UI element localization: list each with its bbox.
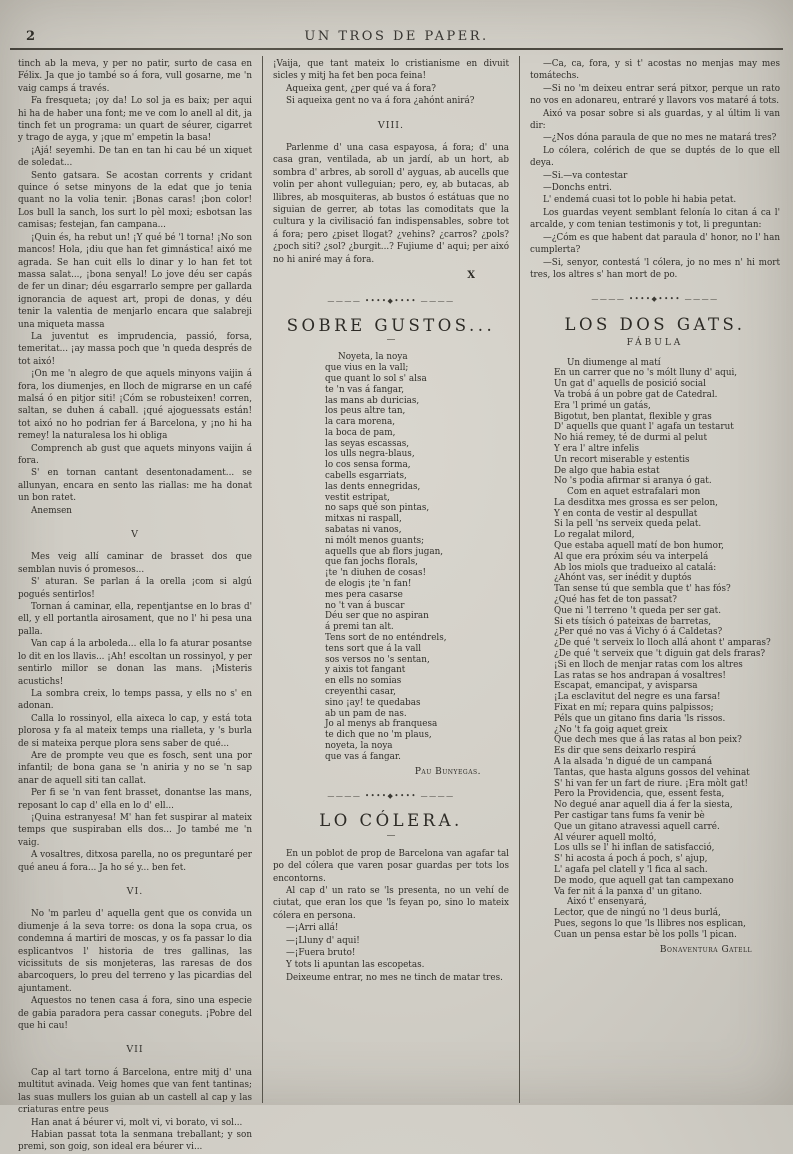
- verse-line: que quant lo sol s' alsa: [325, 373, 427, 384]
- paragraph: A vosaltres, ditxosa parella, no os preguntaré per qué aneu á fora... Ja ho sé y... ben fet.: [18, 850, 252, 873]
- verse-line: ¡La esclavitut del negre es una farsa!: [554, 692, 721, 703]
- verse-line: las dents ennegridas,: [325, 481, 421, 492]
- verse-line: Va fer nit á la panxa d' un gitano.: [554, 886, 703, 897]
- verse-line: lo cos sensa forma,: [325, 460, 411, 471]
- verse-line: mes pera casarse: [325, 589, 403, 600]
- verse-line: Al que era próxim séu va interpelá: [554, 551, 709, 562]
- column-2: [262, 56, 520, 1103]
- author-signature: Bonaventura Gatell: [659, 944, 752, 955]
- verse-line: Tan sense tú que sembla que t' has fós?: [554, 584, 731, 595]
- verse-line: Ab los miols que tradueixo al catalá:: [554, 562, 717, 573]
- paragraph: La juventut es imprudencia, passió, forsa, temeritat... ¡ay massa poch que 'n queda després de tot aixó!: [18, 331, 252, 367]
- paragraph: Fa fresqueta; ¡oy da! Lo sol ja es baix; per aqui hi ha de haber una font; me ve com lo anell al dit, ja tinch fet un programa: un quart de séurer, cigarret y trago de ayga, y ¡que m' empetin la basa!: [18, 96, 252, 144]
- verse-line: De algo que habia estat: [554, 465, 660, 476]
- paragraph: ¡On me 'n alegro de que aquels minyons vaijin á fora, los diumenjes, en lloch de migrarse en un café malsá ó en pitjor siti! ¡Cóm se robusteixen! corren, saltan, se duhen á caball. ¡qué ajoguessats están! tot aixó no ho podrian fer á Barcelona, y ¡no hi ha remey! la naturalesa los hi obliga: [18, 369, 252, 442]
- verse-line: los ulls negra-blaus,: [325, 449, 415, 460]
- paragraph: Comprench ab gust que aquets minyons vaijin á fora.: [18, 443, 252, 466]
- verse-line: ¿Per qué no vas á Vichy ó á Caldetas?: [554, 627, 723, 638]
- paragraph: Calla lo rossinyol, ella aixeca lo cap, y está tota plorosa y fa al mateix temps una rialleta, y 's burla de si mateixa perque plora sens saber de qué...: [18, 713, 252, 749]
- verse-line: Un recort miserable y estentis: [554, 454, 690, 465]
- paragraph: Habian passat tota la senmana treballant; y son premi, son goig, son ideal era béurer vi...: [18, 1129, 252, 1153]
- verse-line: Las ratas se hos andrapan á vosaltres!: [554, 670, 726, 681]
- verse-line: Que estaba aquell matí de bon humor,: [554, 541, 724, 552]
- paragraph: Cap al tart torno á Barcelona, entre mitj d' una multitut avinada. Veig homes que van fent tantinas; las suas mullers los guian ab un castell al cap y las criaturas entre peus: [18, 1067, 252, 1116]
- verse-line: Lector, que de ningú no 'l deus burlá,: [554, 908, 721, 919]
- verse-line: sino ¡ay! te quedabas: [325, 697, 421, 708]
- verse-line: Es dir que sens deixarlo respirá: [554, 746, 696, 757]
- verse-line: Y en conta de vestir al despullat: [554, 508, 698, 519]
- column-1: [12, 56, 262, 1153]
- verse-line: vestit estripat,: [325, 492, 390, 503]
- verse-line: Que dech mes que á las ratas al bon peix?: [554, 735, 742, 746]
- paragraph: —¡Arri allá!: [286, 923, 339, 934]
- verse-line: Va trobá á un pobre gat de Catedral.: [554, 389, 718, 400]
- verse-line: Tantas, que hasta alguns gossos del vehinat: [554, 767, 750, 778]
- paragraph: ¡Ajá! seyemhi. De tan en tan hi cau bé un xiquet de soledat...: [18, 145, 252, 169]
- paragraph: En un poblot de prop de Barcelona van agafar tal po del cólera que varen posar guardas per tots los encontorns.: [273, 848, 509, 884]
- paragraph: Lo cólera, colérich de que se duptés de lo que ell deya.: [530, 145, 780, 169]
- title-dash: —: [386, 335, 396, 346]
- paragraph: —Ca, ca, fora, y si t' acostas no menjas may mes tomátechs.: [530, 59, 780, 82]
- verse-line: ¿De qué 't serveix lo lloch allá ahont t' amparas?: [554, 638, 771, 649]
- verse-line: á premi tan alt.: [325, 622, 394, 633]
- verse-line: Escapat, emancipat, y avisparsa: [554, 681, 698, 692]
- verse-line: Péls que un gitano fins daria 'ls rissos.: [554, 713, 726, 724]
- paragraph: No 'm parleu d' aquella gent que os convida un diumenje á la seva torre: os dona la sopa crua, os condemna á martiri de moscas, y os fa passar lo dia esplicantvos l' historia de tres gallinas, las vicissituts de sis monjeteras, las raresas de dos abarcoquers, lo preu del terreno y las picardias del ajuntament.: [18, 909, 252, 994]
- verse-line: Bigotut, ben plantat, flexible y gras: [554, 411, 712, 422]
- verse-line: Aixó t' ensenyará,: [567, 897, 647, 908]
- columns: [0, 50, 793, 1153]
- verse-line: Pero la Providencia, que, essent festa,: [554, 789, 725, 800]
- verse-line: No hiá remey, té de durmi al pelut: [554, 433, 707, 444]
- paragraph: —¿Nos dóna paraula de que no mes ne matará tres?: [543, 133, 777, 144]
- verse-line: las mans ab duricias,: [325, 395, 420, 406]
- verse-line: sos versos no 's sentan,: [325, 654, 430, 665]
- verse-line: ni mólt menos guants;: [325, 535, 425, 546]
- paragraph: tinch ab la meva, y per no patir, surto de casa en Félix. Ja que jo també so á fora, vull gosarne, me 'n vaig camps á través.: [18, 59, 252, 94]
- masthead: [0, 0, 793, 46]
- verse-line: Cuan un pensa estar bè los polls 'l pican.: [554, 929, 737, 940]
- verse-line: Los ulls se l' hi inflan de satisfacció,: [554, 843, 715, 854]
- section-number-heading: V: [131, 529, 139, 541]
- paragraph: ¡Vaija, que tant mateix lo cristianisme en divuit sicles y mitj ha fet ben poca feina!: [273, 59, 509, 82]
- verse-line: Si ets tísich ó pateixas de barretas,: [554, 616, 712, 627]
- paragraph: —Si, senyor, contestá 'l cólera, jo no mes n' hi mort tres, los altres s' han mort de po.: [530, 257, 780, 280]
- ornament-divider: ———— ••••◆•••• ————: [327, 296, 455, 305]
- paragraph: Y tots li apuntan las escopetas.: [286, 960, 425, 971]
- paragraph: —Si no 'm deixeu entrar será pitxor, perque un rato no vos en adonareu, entraré y llavors vos mataré á tots.: [530, 83, 780, 107]
- paragraph: Aqueixa gent, ¿per qué va á fora?: [286, 83, 436, 94]
- verse-line: mitxas ni raspall,: [325, 514, 402, 525]
- paragraph: Si aqueixa gent no va á fora ¿ahónt anirá?: [286, 96, 475, 107]
- author-signature: X: [467, 270, 475, 282]
- paragraph: Aixó va posar sobre si als guardas, y al últim li van dir:: [530, 108, 780, 132]
- verse-line: que vius en la vall;: [325, 363, 409, 374]
- verse-line: sabatas ni vanos,: [325, 525, 402, 536]
- verse-line: Lo regalat milord,: [554, 530, 635, 541]
- verse-line: De modo, que aquell gat tan campexano: [554, 875, 734, 886]
- paragraph: Deixeume entrar, no mes ne tinch de matar tres.: [286, 972, 503, 983]
- verse-line: la boca de pam,: [325, 427, 396, 438]
- paragraph: ¡Quin és, ha rebut un! ¡Y qué bé 'l torna! ¡No son mancos! Hola, ¡diu que han fet gimnástica! aixó me agrada. Se han cuit ells lo dinar y lo han fet tot massa salat..., ¡bona senyal! Lo jove déu ser capás de fer un dinar; déu esgarrarlo sempre per gallarda ignorancia de aquest art, propi de donas, y déu tenir la valentia de menjarlo encara que salabreji una miqueta massa: [18, 232, 252, 330]
- ornament-divider: ———— ••••◆•••• ————: [591, 295, 719, 304]
- verse-line: Que ni 'l terreno 't queda per ser gat.: [554, 605, 721, 616]
- verse-line: te dich que no 'm plaus,: [325, 730, 432, 741]
- verse-line: Que un gitano atravessi aquell carré.: [554, 821, 720, 832]
- verse-line: te 'n vas á fangar,: [325, 384, 405, 395]
- verse-line: Noyeta, la noya: [338, 352, 408, 363]
- title-dash: —: [386, 830, 396, 841]
- verse-line: Com en aquet estrafalari mon: [567, 487, 701, 498]
- page-title: UN TROS DE PAPER.: [304, 29, 489, 44]
- verse-line: Y era l' altre infelis: [554, 443, 639, 454]
- verse-line: Tens sort de no enténdrels,: [325, 633, 447, 644]
- paragraph: S' en tornan cantant desentonadament... se allunyan, encara en sento las riallas: me ha donat un bon ratet.: [18, 468, 252, 504]
- verse-line: L' agafa pel clatell y 'l fica al sach.: [554, 864, 708, 875]
- verse-line: A la alsada 'n digué de un campaná: [554, 757, 713, 768]
- verse-line: S' hi acosta á poch á poch, s' ajup,: [554, 854, 708, 865]
- verse-line: ¿No 't fa goig aquet greix: [554, 724, 668, 735]
- ornament-divider: ———— ••••◆•••• ————: [327, 792, 455, 800]
- verse-line: ¿Ahónt vas, ser inédit y duptós: [554, 573, 692, 584]
- verse-line: las seyas escassas,: [325, 438, 410, 449]
- paragraph: Anemsen: [31, 505, 72, 516]
- verse-line: Jo al menys ab franquesa: [325, 719, 438, 730]
- verse-line: Un gat d' aquells de posició social: [554, 379, 706, 390]
- verse-line: Un diumenge al matí: [567, 357, 661, 368]
- article-title: LOS DOS GATS.: [564, 314, 746, 334]
- paragraph: Al cap d' un rato se 'ls presenta, no un vehí de ciutat, que eran los que 'ls feyan po, sino lo mateix cólera en persona.: [273, 886, 509, 921]
- verse-line: Era 'l primé un gatás,: [554, 400, 651, 411]
- paragraph: —¡Lluny d' aqui!: [286, 935, 360, 946]
- verse-line: tens sort que á la vall: [325, 643, 422, 654]
- paragraph: Van cap á la arboleda... ella lo fa aturar posantse lo dit en los llavis... ¡Ah! escoltan un rossinyol, y per sentirlo millor se donan las mans. ¡Misteris acustichs!: [18, 639, 252, 687]
- paragraph: Sento gatsara. Se acostan corrents y cridant quince ó setse minyons de la edat que jo tenia quant no la volia tenir. ¡Bonas caras! ¡bon color! Los bull la sanch, los surt lo pèl moxi; esbotsan las camisas; festejan, fan campana...: [18, 170, 252, 231]
- verse-line: que fan jochs florals,: [325, 557, 418, 568]
- article-title: LO CÓLERA.: [319, 811, 463, 831]
- verse-line: D' aquells que quant l' agafa un testarut: [554, 422, 734, 433]
- verse-line: no 't van á buscar: [325, 600, 405, 611]
- paragraph: Per fi se 'n van fent brasset, donantse las mans, reposant lo cap d' ella en lo d' ell...: [18, 788, 252, 811]
- verse-line: La desditxa mes grossa es ser pelon,: [554, 497, 718, 508]
- paragraph: —¡Fuera bruto!: [286, 948, 356, 959]
- verse-line: cabells esgarriats,: [325, 471, 407, 482]
- verse-line: aquells que ab flors jugan,: [325, 546, 444, 557]
- paragraph: S' aturan. Se parlan á la orella ¡com si algú pogués sentirlos!: [18, 577, 252, 600]
- paragraph: —Donchs entri.: [543, 183, 612, 194]
- verse-line: No 's podia afirmar si aranya ó gat.: [554, 476, 712, 487]
- verse-line: en ells no somias: [325, 676, 402, 687]
- verse-line: ¿Qué has fet de ton passat?: [554, 595, 677, 606]
- verse-line: la cara morena,: [325, 417, 396, 428]
- column-3: [520, 56, 786, 1103]
- verse-line: noyeta, la noya: [325, 741, 393, 751]
- verse-line: ab un pam de nas.: [325, 708, 407, 719]
- verse-line: no saps qué son pintas,: [325, 503, 430, 514]
- verse-line: creyenthi casar,: [325, 687, 396, 698]
- verse-line: y aixis tot fangant: [325, 665, 406, 676]
- section-number-heading: VIII.: [377, 119, 405, 131]
- verse-line: que vas á fangar.: [325, 751, 401, 762]
- article-title: SOBRE GUSTOS...: [286, 315, 496, 335]
- paragraph: Mes veig allí caminar de brasset dos que semblan nuvis ó promesos...: [18, 552, 252, 575]
- paragraph: ¡Quina estranyesa! M' han fet suspirar al mateix temps que suspiraban ells dos... Jo també me 'n vaig.: [18, 812, 252, 848]
- paragraph: —¿Cóm es que habent dat paraula d' honor, no l' han cumplerta?: [530, 232, 780, 256]
- verse-line: Fixat en mí; repara quins palpissos;: [554, 703, 714, 714]
- section-number-heading: VI.: [126, 886, 144, 897]
- verse-line: ¡te 'n diuhen de cosas!: [325, 568, 427, 579]
- paragraph: L' endemá cuasi tot lo poble hi habia petat.: [543, 195, 737, 206]
- page-number: 2: [26, 29, 36, 44]
- paragraph: Los guardas veyent semblant felonía lo citan á ca l' arcalde, y com tenian testimonis y tot, li preguntan:: [530, 207, 780, 231]
- verse-line: Al véurer aquell moltó,: [554, 832, 657, 843]
- paragraph: Parlenme d' una casa espayosa, á fora; d' una casa gran, ventilada, ab un jardí, ab un hort, ab sombra d' arbres, ab soroll d' ayguas, ab aucells que volin per ahont vulleguian; pero, ey, ab butacas, ab llibres, ab mosquiteras, ab bustos ó estátuas que no siguian de gerrer, ab totas las comoditats que la cultura y la civilisació fan indispensables, sobre tot á fora; pero ¿piset llogat? ¿vehins? ¿carros? ¿pols? ¿poch siti? ¿sol? ¿burgit...? Fujiume d' aqui; per aixó no hi aniré may á fora.: [273, 143, 509, 265]
- section-number-heading: VII: [126, 1044, 144, 1056]
- verse-line: Si la pell 'ns serveix queda pelat.: [554, 519, 702, 530]
- paragraph: Han anat á béurer vi, molt vi, vi borato, vi sol...: [31, 1117, 243, 1128]
- verse-line: Déu ser que no aspiran: [325, 611, 429, 622]
- verse-line: de elogis ¡te 'n fan!: [325, 579, 412, 590]
- paragraph: Aquestos no tenen casa á fora, sino una especie de gabia paradora pera cassar coneguts. ¡Pobre del que hi cau!: [18, 996, 252, 1032]
- verse-line: los peus altre tan,: [325, 406, 406, 417]
- verse-line: Per castigar tans fums fa venir bè: [554, 811, 705, 821]
- paragraph: Tornan á caminar, ella, repentjantse en lo bras d' ell, y ell portantla airosament, que no l' hi pesa una palla.: [18, 602, 252, 637]
- paragraph: Are de prompte veu que es fosch, sent una por infantil; de bona gana se 'n aniria y no se 'n sap anar de aquell siti tan callat.: [18, 750, 252, 786]
- verse-line: En un carrer que no 's mólt lluny d' aqui,: [554, 368, 738, 379]
- author-signature: Pau Bunyegas.: [414, 766, 481, 777]
- verse-line: Pues, segons lo que 'ls llibres nos esplican,: [554, 918, 746, 929]
- verse-line: No degué anar aquell dia á fer la siesta,: [554, 800, 733, 811]
- verse-line: ¿De qué 't serveix que 't diguin gat dels fraras?: [554, 649, 766, 660]
- verse-line: ¡Si en lloch de menjar ratas com los altres: [554, 659, 743, 670]
- paragraph: —Si.—va contestar: [543, 170, 628, 181]
- article-subtitle: FÁBULA: [626, 338, 684, 349]
- paragraph: La sombra creix, lo temps passa, y ells no s' en adonan.: [18, 688, 252, 712]
- verse-line: S' hi van fer un fart de riure. ¡Era mòlt gat!: [554, 778, 749, 789]
